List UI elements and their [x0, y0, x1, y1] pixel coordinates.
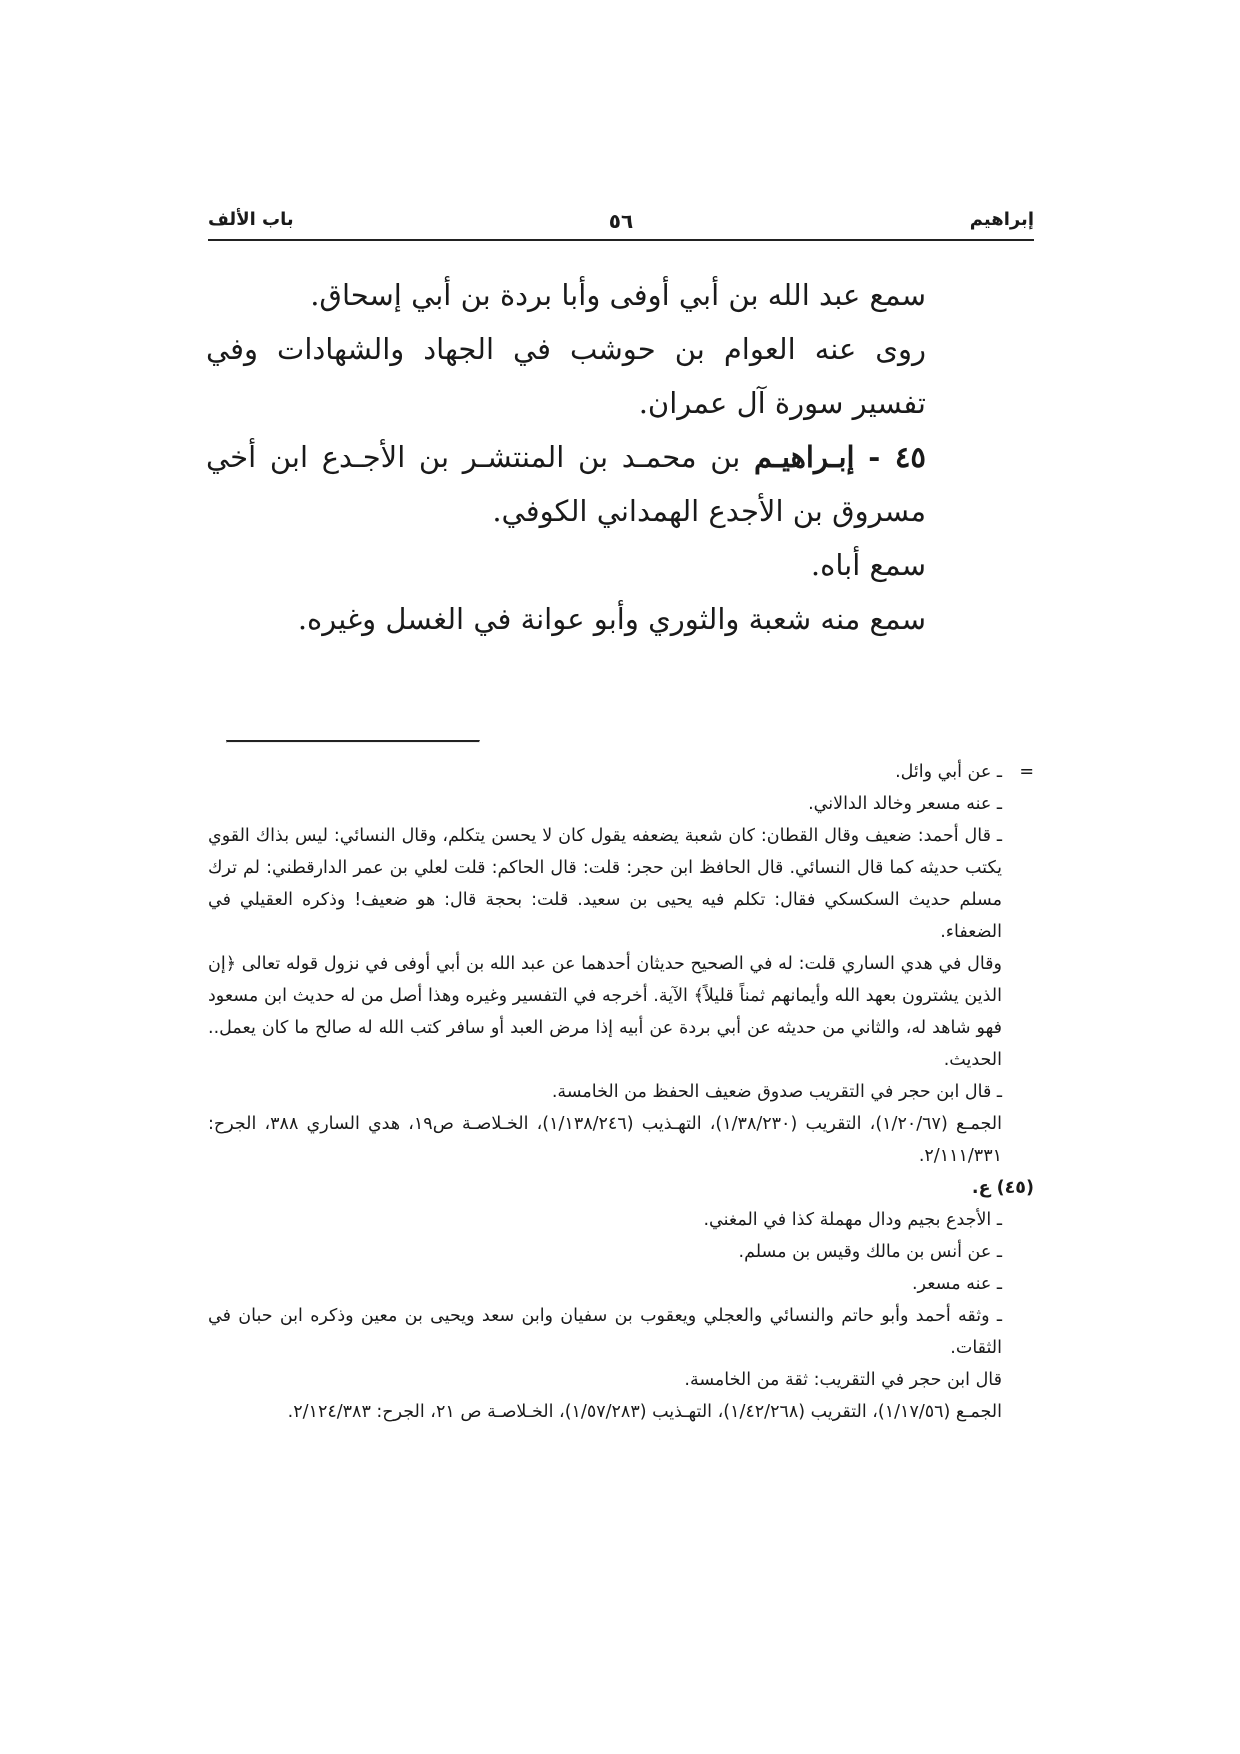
footnote-line: وقال في هدي الساري قلت: له في الصحيح حديثان أحدهما عن عبد الله بن أبي أوفى في نزول قوله تعالى ﴿إن الذين يشترون بعهد الله وأيمانهم ثمناً قليلاً﴾ الآية. أخرجه في التفسير وغيره وهذا أصل من له حديث ابن مسعود فهو شاهد له، والثاني من حديثه عن أبي بردة عن أبيه إذا مرض العبد أو سافر كتب الله له صالح ما كان يعمل.. الحديث.: [208, 954, 1002, 1070]
footnote-line: ـ الأجدع بجيم ودال مهملة كذا في المغني.: [703, 1210, 1002, 1230]
paragraph-heard-father: سمع أباه.: [810, 548, 926, 582]
running-head-entry: إبراهيم: [969, 209, 1034, 230]
footnote-line: ـ عن أنس بن مالك وقيس بن مسلم.: [738, 1242, 1002, 1262]
paragraph-heard-by: سمع منه شعبة والثوري وأبو عوانة في الغسل وغيره.: [297, 602, 926, 636]
page-header: [208, 205, 1034, 241]
entry-name: إبـراهيـم: [754, 440, 855, 474]
footnote-ref-45: (٤٥) ع.: [971, 1178, 1034, 1198]
footnote-line: ـ عن أبي وائل.: [895, 762, 1002, 782]
main-text: [206, 268, 1034, 646]
footnote-line: ـ عنه مسعر.: [911, 1274, 1002, 1294]
footnote-references: الجمـع (١/٢٠/٦٧)، التقريب (١/٣٨/٢٣٠)، التهـذيب (١/١٣٨/٢٤٦)، الخـلاصـة ص١٩، هدي الساري ٣٨٨، الجرح: ٢/١١١/٣٣١.: [208, 1114, 1002, 1166]
footnote-separator: [226, 740, 480, 743]
running-head-chapter: باب الألف: [208, 209, 294, 230]
footnote-references: الجمـع (١/١٧/٥٦)، التقريب (١/٤٢/٢٦٨)، التهـذيب (١/٥٧/٢٨٣)، الخـلاصـة ص ٢١، الجرح: ٢/١٢٤/٣٨٣.: [287, 1402, 1002, 1422]
footnote-line: قال ابن حجر في التقريب: ثقة من الخامسة.: [684, 1370, 1002, 1390]
page-number: ٥٦: [608, 209, 634, 233]
paragraph-narrated-by: روى عنه العوام بن حوشب في الجهاد والشهادات وفي تفسير سورة آل عمران.: [206, 332, 926, 420]
paragraph-heard-from: سمع عبد الله بن أبي أوفى وأبا بردة بن أبي إسحاق.: [310, 278, 926, 312]
footnotes: [208, 756, 1034, 1428]
footnote-line: ـ عنه مسعر وخالد الدالاني.: [808, 794, 1002, 814]
entry-number: ٤٥ -: [868, 440, 927, 474]
footnote-line: ـ قال ابن حجر في التقريب صدوق ضعيف الحفظ من الخامسة.: [551, 1082, 1002, 1102]
entry-lineage: بن محمـد بن المنتشـر بن الأجـدع ابن أخي مسروق بن الأجدع الهمداني الكوفي.: [206, 440, 926, 528]
entry-heading: [206, 430, 1034, 538]
footnote-line: ـ قال أحمد: ضعيف وقال القطان: كان شعبة يضعفه يقول كان لا يحسن يتكلم، وقال النسائي: ليس بذاك القوي يكتب حديثه كما قال النسائي. قال الحافظ ابن حجر: قلت: قال الحاكم: قلت لعلي بن عمر الدارقطني: لم ترك مسلم حديث السكسكي فقال: تكلم فيه يحيى بن سعيد. قلت: بحجة قال: هو ضعيف! وذكره العقيلي في الضعفاء.: [208, 826, 1002, 942]
continuation-mark: =: [1019, 762, 1034, 782]
footnote-line: ـ وثقه أحمد وأبو حاتم والنسائي والعجلي ويعقوب بن سفيان وابن سعد ويحيى بن معين وذكره ابن حبان في الثقات.: [208, 1306, 1002, 1358]
